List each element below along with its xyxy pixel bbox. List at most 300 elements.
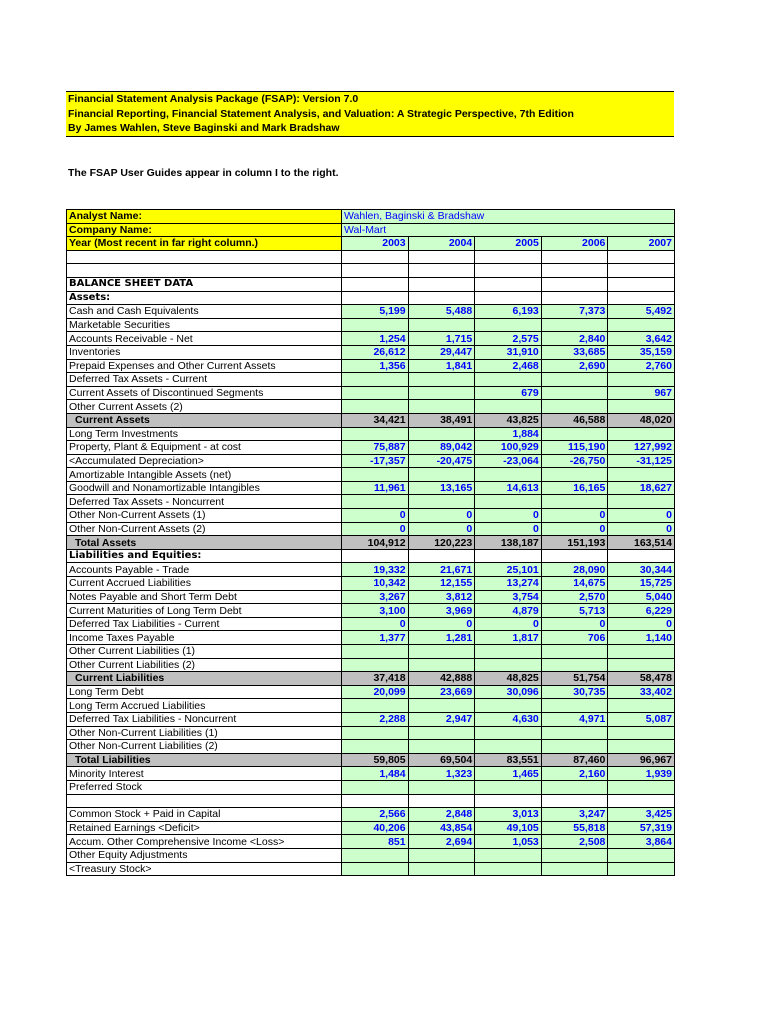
value-cell[interactable]: 14,675 xyxy=(541,577,608,591)
value-cell[interactable]: 2,566 xyxy=(342,808,409,822)
value-cell[interactable] xyxy=(408,318,475,332)
table-row xyxy=(67,386,675,400)
value-cell[interactable] xyxy=(475,468,542,482)
value-cell[interactable] xyxy=(541,740,608,754)
value-cell[interactable]: 35,159 xyxy=(608,345,675,359)
table-row xyxy=(67,509,675,523)
value-cell[interactable]: 42,888 xyxy=(408,672,475,686)
value-cell[interactable] xyxy=(541,848,608,862)
value-cell[interactable] xyxy=(408,658,475,672)
value-cell[interactable] xyxy=(541,549,608,563)
table-row xyxy=(67,250,675,264)
value-cell[interactable]: 5,087 xyxy=(608,712,675,726)
table-row xyxy=(67,835,675,849)
value-cell[interactable]: 3,425 xyxy=(608,808,675,822)
row-label: <Treasury Stock> xyxy=(67,862,342,876)
value-cell[interactable] xyxy=(541,495,608,509)
value-cell[interactable] xyxy=(475,848,542,862)
value-cell[interactable]: 2,288 xyxy=(342,712,409,726)
value-cell[interactable]: 3,642 xyxy=(608,332,675,346)
value-cell[interactable]: 1,356 xyxy=(342,359,409,373)
value-cell[interactable] xyxy=(408,862,475,876)
value-cell[interactable]: 2,575 xyxy=(475,332,542,346)
value-cell[interactable]: 14,613 xyxy=(475,481,542,495)
value-cell[interactable] xyxy=(342,645,409,659)
value-cell[interactable] xyxy=(608,862,675,876)
value-cell[interactable]: 89,042 xyxy=(408,441,475,455)
value-cell[interactable]: 96,967 xyxy=(608,753,675,767)
value-cell[interactable] xyxy=(475,740,542,754)
value-cell[interactable]: 7,373 xyxy=(541,305,608,319)
value-cell[interactable] xyxy=(408,726,475,740)
value-cell[interactable]: 46,588 xyxy=(541,413,608,427)
value-cell[interactable] xyxy=(408,373,475,387)
value-cell[interactable]: 0 xyxy=(342,522,409,536)
value-cell[interactable] xyxy=(475,726,542,740)
value-cell[interactable]: 2,848 xyxy=(408,808,475,822)
value-cell[interactable] xyxy=(342,848,409,862)
value-cell[interactable]: 4,879 xyxy=(475,604,542,618)
table-row xyxy=(67,590,675,604)
value-cell[interactable] xyxy=(541,794,608,808)
value-cell[interactable] xyxy=(342,780,409,794)
value-cell[interactable]: 0 xyxy=(408,617,475,631)
value-cell[interactable] xyxy=(408,699,475,713)
value-cell[interactable] xyxy=(608,427,675,441)
value-cell[interactable] xyxy=(541,645,608,659)
table-row xyxy=(67,427,675,441)
value-cell[interactable]: 25,101 xyxy=(475,563,542,577)
value-cell[interactable]: 59,805 xyxy=(342,753,409,767)
value-cell[interactable]: 1,817 xyxy=(475,631,542,645)
value-cell[interactable]: 1,939 xyxy=(608,767,675,781)
package-title: Financial Statement Analysis Package (FSAP): Version 7.0 xyxy=(68,93,359,105)
value-cell[interactable]: 30,096 xyxy=(475,685,542,699)
value-cell[interactable]: 1,484 xyxy=(342,767,409,781)
value-cell[interactable]: 5,199 xyxy=(342,305,409,319)
value-cell[interactable] xyxy=(342,386,409,400)
value-cell[interactable] xyxy=(408,468,475,482)
value-cell[interactable] xyxy=(342,549,409,563)
value-cell[interactable] xyxy=(475,549,542,563)
table-row xyxy=(67,291,675,305)
value-cell[interactable] xyxy=(475,400,542,414)
value-cell[interactable]: 2,690 xyxy=(541,359,608,373)
value-cell[interactable]: 163,514 xyxy=(608,536,675,550)
value-cell[interactable]: 0 xyxy=(342,617,409,631)
value-cell[interactable]: 29,447 xyxy=(408,345,475,359)
value-cell[interactable]: 34,421 xyxy=(342,413,409,427)
value-cell[interactable] xyxy=(541,468,608,482)
value-cell[interactable]: 48,020 xyxy=(608,413,675,427)
table-row xyxy=(67,454,675,468)
row-label: Other Non-Current Liabilities (2) xyxy=(67,740,342,754)
value-cell[interactable]: 851 xyxy=(342,835,409,849)
value-cell[interactable] xyxy=(342,427,409,441)
value-cell[interactable] xyxy=(408,250,475,264)
table-row xyxy=(67,305,675,319)
value-cell[interactable]: 100,929 xyxy=(475,441,542,455)
value-cell[interactable]: 0 xyxy=(408,509,475,523)
value-cell[interactable] xyxy=(342,699,409,713)
value-cell[interactable]: 6,229 xyxy=(608,604,675,618)
value-cell[interactable]: 2,468 xyxy=(475,359,542,373)
value-cell[interactable]: 43,825 xyxy=(475,413,542,427)
table-row xyxy=(67,277,675,291)
value-cell[interactable] xyxy=(541,862,608,876)
value-cell[interactable]: 13,274 xyxy=(475,577,542,591)
value-cell[interactable]: 138,187 xyxy=(475,536,542,550)
value-cell[interactable]: 10,342 xyxy=(342,577,409,591)
value-cell[interactable]: 2,840 xyxy=(541,332,608,346)
value-cell[interactable]: 83,551 xyxy=(475,753,542,767)
value-cell[interactable]: 1,377 xyxy=(342,631,409,645)
value-cell[interactable]: 48,825 xyxy=(475,672,542,686)
analyst-label: Analyst Name: xyxy=(67,210,342,224)
table-row xyxy=(67,345,675,359)
value-cell[interactable] xyxy=(342,400,409,414)
row-label: Deferred Tax Assets - Noncurrent xyxy=(67,495,342,509)
analyst-name-input[interactable]: Wahlen, Baginski & Bradshaw xyxy=(342,210,675,224)
value-cell[interactable]: 0 xyxy=(342,509,409,523)
value-cell[interactable] xyxy=(342,291,409,305)
value-cell[interactable]: 3,969 xyxy=(408,604,475,618)
row-label: Prepaid Expenses and Other Current Assets xyxy=(67,359,342,373)
value-cell[interactable]: 2,570 xyxy=(541,590,608,604)
value-cell[interactable]: 2,160 xyxy=(541,767,608,781)
value-cell[interactable] xyxy=(541,427,608,441)
value-cell[interactable]: 38,491 xyxy=(408,413,475,427)
value-cell[interactable]: 3,247 xyxy=(541,808,608,822)
value-cell[interactable] xyxy=(541,291,608,305)
row-label: Retained Earnings <Deficit> xyxy=(67,821,342,835)
table-row xyxy=(67,441,675,455)
table-row xyxy=(67,808,675,822)
value-cell[interactable] xyxy=(408,277,475,291)
value-cell[interactable] xyxy=(541,699,608,713)
value-cell[interactable]: 1,323 xyxy=(408,767,475,781)
value-cell[interactable]: 0 xyxy=(541,509,608,523)
table-row xyxy=(67,536,675,550)
value-cell[interactable] xyxy=(475,658,542,672)
value-cell[interactable] xyxy=(475,699,542,713)
value-cell[interactable]: 1,884 xyxy=(475,427,542,441)
value-cell[interactable] xyxy=(475,264,542,278)
value-cell[interactable] xyxy=(475,794,542,808)
value-cell[interactable]: 30,344 xyxy=(608,563,675,577)
row-label xyxy=(67,250,342,264)
value-cell[interactable]: 16,165 xyxy=(541,481,608,495)
row-label: Long Term Investments xyxy=(67,427,342,441)
value-cell[interactable] xyxy=(608,848,675,862)
value-cell[interactable] xyxy=(475,495,542,509)
value-cell[interactable]: 127,992 xyxy=(608,441,675,455)
value-cell[interactable]: 49,105 xyxy=(475,821,542,835)
value-cell[interactable] xyxy=(541,264,608,278)
value-cell[interactable]: 0 xyxy=(541,522,608,536)
value-cell[interactable]: 151,193 xyxy=(541,536,608,550)
value-cell[interactable]: 30,735 xyxy=(541,685,608,699)
row-label: Current Liabilities xyxy=(67,672,342,686)
table-row xyxy=(67,794,675,808)
value-cell[interactable]: 11,961 xyxy=(342,481,409,495)
value-cell[interactable] xyxy=(342,658,409,672)
value-cell[interactable]: 4,630 xyxy=(475,712,542,726)
value-cell[interactable]: 26,612 xyxy=(342,345,409,359)
value-cell[interactable] xyxy=(475,780,542,794)
value-cell[interactable] xyxy=(608,658,675,672)
title-band xyxy=(66,91,674,137)
value-cell[interactable]: -26,750 xyxy=(541,454,608,468)
value-cell[interactable]: 75,887 xyxy=(342,441,409,455)
value-cell[interactable] xyxy=(608,264,675,278)
value-cell[interactable] xyxy=(342,373,409,387)
value-cell[interactable] xyxy=(608,549,675,563)
value-cell[interactable]: 43,854 xyxy=(408,821,475,835)
value-cell[interactable] xyxy=(608,780,675,794)
row-label: Long Term Accrued Liabilities xyxy=(67,699,342,713)
value-cell[interactable]: 1,254 xyxy=(342,332,409,346)
value-cell[interactable]: 5,492 xyxy=(608,305,675,319)
value-cell[interactable] xyxy=(342,726,409,740)
value-cell[interactable]: 58,478 xyxy=(608,672,675,686)
value-cell[interactable]: 87,460 xyxy=(541,753,608,767)
value-cell[interactable]: 18,627 xyxy=(608,481,675,495)
value-cell[interactable]: 37,418 xyxy=(342,672,409,686)
value-cell[interactable]: 21,671 xyxy=(408,563,475,577)
year-cell[interactable]: 2003 xyxy=(342,237,409,251)
value-cell[interactable] xyxy=(408,740,475,754)
value-cell[interactable]: 3,013 xyxy=(475,808,542,822)
value-cell[interactable] xyxy=(608,699,675,713)
value-cell[interactable] xyxy=(608,318,675,332)
value-cell[interactable] xyxy=(608,400,675,414)
value-cell[interactable]: -31,125 xyxy=(608,454,675,468)
table-row xyxy=(67,862,675,876)
value-cell[interactable]: 1,053 xyxy=(475,835,542,849)
value-cell[interactable] xyxy=(541,726,608,740)
table-row xyxy=(67,631,675,645)
value-cell[interactable] xyxy=(342,468,409,482)
value-cell[interactable] xyxy=(342,495,409,509)
value-cell[interactable] xyxy=(408,400,475,414)
value-cell[interactable]: 19,332 xyxy=(342,563,409,577)
table-row xyxy=(67,617,675,631)
row-label: Other Equity Adjustments xyxy=(67,848,342,862)
table-row xyxy=(67,848,675,862)
value-cell[interactable] xyxy=(608,277,675,291)
value-cell[interactable] xyxy=(475,373,542,387)
value-cell[interactable] xyxy=(608,495,675,509)
value-cell[interactable] xyxy=(608,726,675,740)
value-cell[interactable]: 3,864 xyxy=(608,835,675,849)
value-cell[interactable]: 0 xyxy=(541,617,608,631)
value-cell[interactable] xyxy=(608,645,675,659)
value-cell[interactable] xyxy=(342,264,409,278)
value-cell[interactable] xyxy=(608,291,675,305)
value-cell[interactable] xyxy=(608,250,675,264)
value-cell[interactable] xyxy=(408,794,475,808)
value-cell[interactable] xyxy=(408,291,475,305)
company-label: Company Name: xyxy=(67,223,342,237)
value-cell[interactable]: 55,818 xyxy=(541,821,608,835)
value-cell[interactable]: 3,100 xyxy=(342,604,409,618)
value-cell[interactable] xyxy=(541,658,608,672)
value-cell[interactable] xyxy=(342,862,409,876)
value-cell[interactable] xyxy=(475,291,542,305)
year-cell[interactable]: 2005 xyxy=(475,237,542,251)
row-label: Other Non-Current Liabilities (1) xyxy=(67,726,342,740)
value-cell[interactable]: 0 xyxy=(475,522,542,536)
value-cell[interactable] xyxy=(408,848,475,862)
value-cell[interactable]: 679 xyxy=(475,386,542,400)
row-label: Liabilities and Equities: xyxy=(67,549,342,563)
value-cell[interactable] xyxy=(408,780,475,794)
value-cell[interactable] xyxy=(408,386,475,400)
row-label xyxy=(67,264,342,278)
value-cell[interactable]: 115,190 xyxy=(541,441,608,455)
value-cell[interactable]: 120,223 xyxy=(408,536,475,550)
year-cell[interactable]: 2007 xyxy=(608,237,675,251)
value-cell[interactable] xyxy=(342,794,409,808)
value-cell[interactable] xyxy=(541,780,608,794)
value-cell[interactable] xyxy=(608,373,675,387)
book-title: Financial Reporting, Financial Statement Analysis, and Valuation: A Strategic Perspective, 7th Edition xyxy=(68,107,574,120)
value-cell[interactable]: 33,685 xyxy=(541,345,608,359)
value-cell[interactable]: -23,064 xyxy=(475,454,542,468)
value-cell[interactable]: 3,267 xyxy=(342,590,409,604)
table-row xyxy=(67,468,675,482)
table-row xyxy=(67,563,675,577)
value-cell[interactable] xyxy=(475,645,542,659)
row-label: Other Current Assets (2) xyxy=(67,400,342,414)
value-cell[interactable]: 2,947 xyxy=(408,712,475,726)
table-row xyxy=(67,522,675,536)
value-cell[interactable]: 28,090 xyxy=(541,563,608,577)
value-cell[interactable]: 5,488 xyxy=(408,305,475,319)
value-cell[interactable]: 1,281 xyxy=(408,631,475,645)
company-name-input[interactable]: Wal-Mart xyxy=(342,223,675,237)
value-cell[interactable] xyxy=(541,400,608,414)
row-label: Deferred Tax Liabilities - Noncurrent xyxy=(67,712,342,726)
value-cell[interactable] xyxy=(342,318,409,332)
value-cell[interactable]: 51,754 xyxy=(541,672,608,686)
value-cell[interactable] xyxy=(342,277,409,291)
value-cell[interactable]: 0 xyxy=(608,522,675,536)
company-row xyxy=(67,223,675,237)
value-cell[interactable]: 0 xyxy=(475,617,542,631)
analyst-row xyxy=(67,210,675,224)
value-cell[interactable] xyxy=(608,794,675,808)
row-label: <Accumulated Depreciation> xyxy=(67,454,342,468)
value-cell[interactable] xyxy=(608,468,675,482)
value-cell[interactable]: 5,040 xyxy=(608,590,675,604)
value-cell[interactable] xyxy=(475,318,542,332)
value-cell[interactable]: 1,140 xyxy=(608,631,675,645)
value-cell[interactable]: 57,319 xyxy=(608,821,675,835)
value-cell[interactable] xyxy=(408,495,475,509)
value-cell[interactable]: 69,504 xyxy=(408,753,475,767)
row-label: Notes Payable and Short Term Debt xyxy=(67,590,342,604)
value-cell[interactable] xyxy=(408,264,475,278)
value-cell[interactable]: -17,357 xyxy=(342,454,409,468)
value-cell[interactable] xyxy=(541,277,608,291)
value-cell[interactable]: 967 xyxy=(608,386,675,400)
table-row xyxy=(67,577,675,591)
table-row xyxy=(67,672,675,686)
value-cell[interactable] xyxy=(475,277,542,291)
value-cell[interactable] xyxy=(475,862,542,876)
value-cell[interactable]: 1,841 xyxy=(408,359,475,373)
value-cell[interactable]: 0 xyxy=(608,617,675,631)
value-cell[interactable] xyxy=(408,645,475,659)
value-cell[interactable] xyxy=(541,386,608,400)
table-row xyxy=(67,400,675,414)
value-cell[interactable]: 5,713 xyxy=(541,604,608,618)
row-label: Deferred Tax Assets - Current xyxy=(67,373,342,387)
table-row xyxy=(67,821,675,835)
table-row xyxy=(67,264,675,278)
value-cell[interactable]: 0 xyxy=(408,522,475,536)
table-row xyxy=(67,699,675,713)
table-row xyxy=(67,495,675,509)
table-row xyxy=(67,481,675,495)
row-label: Other Non-Current Assets (1) xyxy=(67,509,342,523)
value-cell[interactable] xyxy=(541,250,608,264)
value-cell[interactable]: -20,475 xyxy=(408,454,475,468)
value-cell[interactable]: 2,760 xyxy=(608,359,675,373)
value-cell[interactable]: 20,099 xyxy=(342,685,409,699)
value-cell[interactable] xyxy=(608,740,675,754)
value-cell[interactable] xyxy=(342,250,409,264)
row-label: Minority Interest xyxy=(67,767,342,781)
value-cell[interactable]: 40,206 xyxy=(342,821,409,835)
value-cell[interactable]: 3,754 xyxy=(475,590,542,604)
table-row xyxy=(67,712,675,726)
value-cell[interactable]: 1,465 xyxy=(475,767,542,781)
value-cell[interactable]: 0 xyxy=(475,509,542,523)
value-cell[interactable]: 31,910 xyxy=(475,345,542,359)
value-cell[interactable]: 1,715 xyxy=(408,332,475,346)
value-cell[interactable]: 23,669 xyxy=(408,685,475,699)
value-cell[interactable]: 3,812 xyxy=(408,590,475,604)
value-cell[interactable] xyxy=(342,740,409,754)
year-cell[interactable]: 2006 xyxy=(541,237,608,251)
value-cell[interactable]: 4,971 xyxy=(541,712,608,726)
value-cell[interactable]: 0 xyxy=(608,509,675,523)
value-cell[interactable]: 2,508 xyxy=(541,835,608,849)
value-cell[interactable] xyxy=(541,318,608,332)
value-cell[interactable]: 12,155 xyxy=(408,577,475,591)
value-cell[interactable]: 33,402 xyxy=(608,685,675,699)
value-cell[interactable]: 706 xyxy=(541,631,608,645)
value-cell[interactable]: 6,193 xyxy=(475,305,542,319)
row-label: Income Taxes Payable xyxy=(67,631,342,645)
row-label: Inventories xyxy=(67,345,342,359)
value-cell[interactable]: 15,725 xyxy=(608,577,675,591)
value-cell[interactable] xyxy=(408,549,475,563)
value-cell[interactable]: 104,912 xyxy=(342,536,409,550)
table-row xyxy=(67,332,675,346)
value-cell[interactable] xyxy=(475,250,542,264)
value-cell[interactable] xyxy=(408,427,475,441)
row-label: Accum. Other Comprehensive Income <Loss> xyxy=(67,835,342,849)
year-cell[interactable]: 2004 xyxy=(408,237,475,251)
table-row xyxy=(67,413,675,427)
value-cell[interactable] xyxy=(541,373,608,387)
value-cell[interactable]: 2,694 xyxy=(408,835,475,849)
value-cell[interactable]: 13,165 xyxy=(408,481,475,495)
